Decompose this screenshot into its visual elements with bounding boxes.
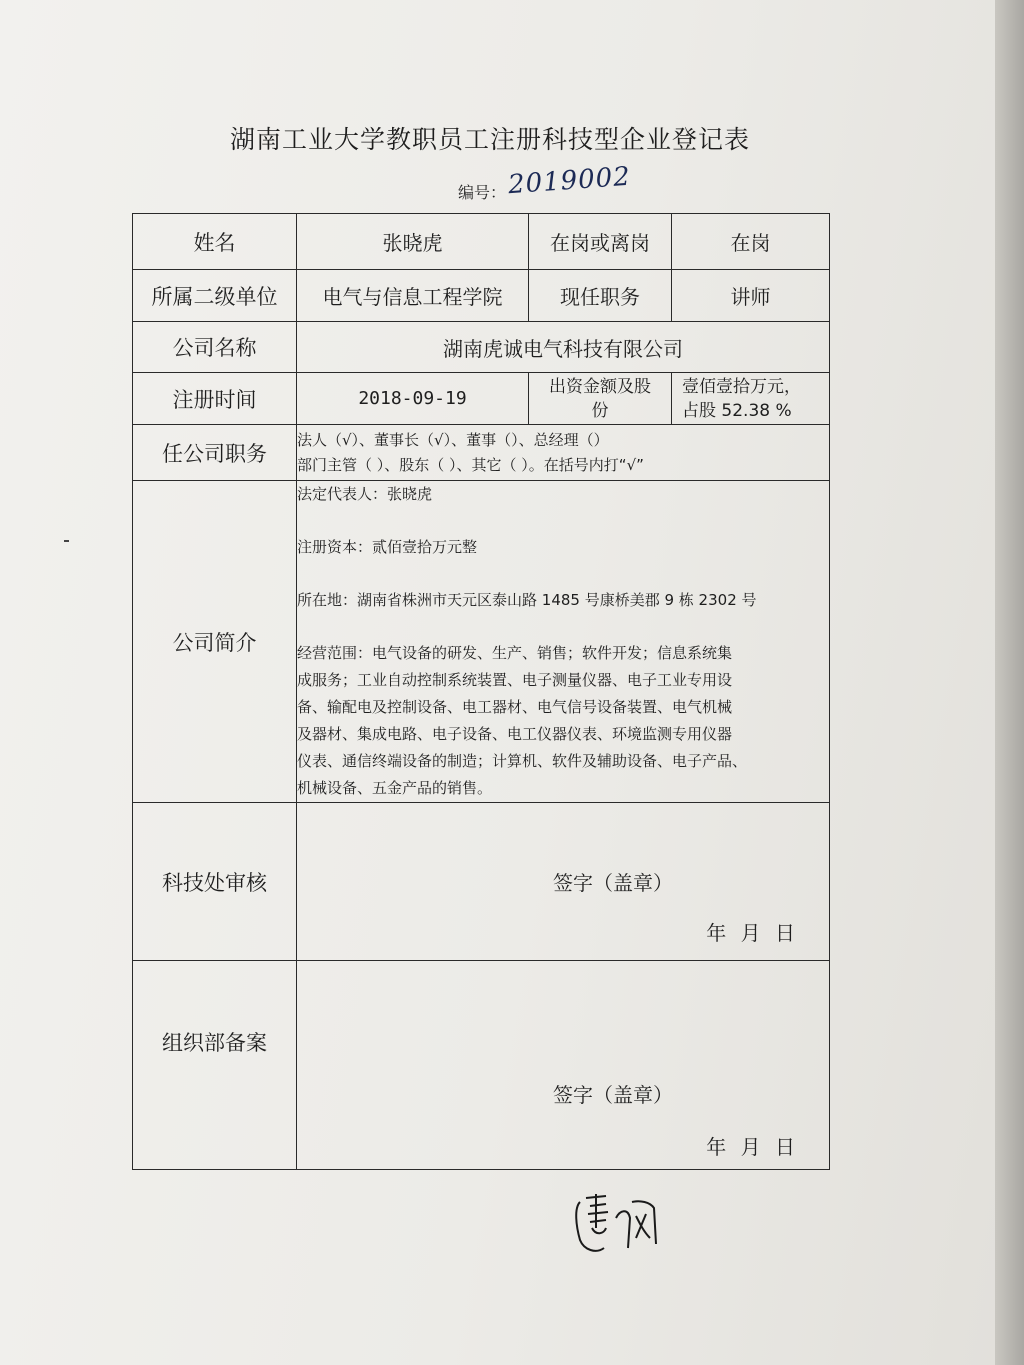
status-value: 在岗 (672, 214, 830, 270)
company-value: 湖南虎诚电气科技有限公司 (297, 322, 830, 373)
business-scope-line: 备、输配电及控制设备、电工器材、电气信号设备装置、电气机械 (297, 698, 733, 716)
business-scope-line: 仪表、通信终端设备的制造；计算机、软件及辅助设备、电子产品、 (297, 752, 748, 770)
record-sign-area (297, 961, 830, 1170)
unit-label: 所属二级单位 (133, 270, 297, 322)
table-row (133, 270, 830, 322)
business-scope-line: 及器材、集成电路、电子设备、电工仪器仪表、环境监测专用仪器 (297, 725, 733, 743)
table-row (133, 961, 830, 1170)
capital-label-line: 出资金额及股 (549, 376, 651, 397)
capital-label (529, 373, 672, 425)
review-label: 科技处审核 (133, 803, 297, 961)
role-line: 法人（√）、董事长（√）、董事（）、总经理（） (297, 430, 609, 449)
capital-value (672, 373, 830, 425)
record-label: 组织部备案 (133, 961, 297, 1170)
registration-table (132, 213, 830, 1170)
paper-edge-shadow (995, 0, 1024, 1365)
table-row (133, 425, 830, 481)
serial-label: 编号： (458, 183, 507, 202)
position-label: 现任职务 (529, 270, 672, 322)
unit-value: 电气与信息工程学院 (297, 270, 529, 322)
company-label: 公司名称 (133, 322, 297, 373)
registered-capital: 注册资本：贰佰壹拾万元整 (297, 538, 478, 556)
business-scope-line: 经营范围：电气设备的研发、生产、销售；软件开发；信息系统集 (297, 644, 733, 662)
intro-label: 公司简介 (133, 481, 297, 803)
capital-value-line: 壹佰壹拾万元， (682, 376, 801, 397)
review-sign-area (297, 803, 830, 961)
role-options (297, 425, 830, 481)
paper-mark (64, 540, 69, 542)
capital-label-line: 份 (591, 400, 609, 421)
role-label: 任公司职务 (133, 425, 297, 481)
table-row (133, 373, 830, 425)
company-address: 所在地：湖南省株洲市天元区泰山路 1485 号康桥美郡 9 栋 2302 号 (297, 591, 757, 609)
serial-number-handwritten: 2019002 (507, 161, 632, 201)
table-row (133, 481, 830, 803)
table-row (133, 803, 830, 961)
record-sign-label: 签字（盖章） (553, 1083, 673, 1107)
status-label: 在岗或离岗 (529, 214, 672, 270)
handwritten-signature (566, 1188, 666, 1268)
form-title: 湖南工业大学教职员工注册科技型企业登记表 (229, 125, 750, 154)
role-line: 部门主管（ ）、股东（ ）、其它（ ）。在括号内打“√” (297, 455, 644, 474)
capital-value-line: 占股 52.38 % (682, 400, 792, 421)
table-row (133, 322, 830, 373)
name-label: 姓名 (133, 214, 297, 270)
name-value: 张晓虎 (297, 214, 529, 270)
position-value: 讲师 (672, 270, 830, 322)
business-scope-line: 机械设备、五金产品的销售。 (297, 779, 493, 797)
business-scope-line: 成服务；工业自动控制系统装置、电子测量仪器、电子工业专用设 (297, 671, 733, 689)
table-row (133, 214, 830, 270)
reg-time-value: 2018-09-19 (297, 373, 529, 425)
reg-time-label: 注册时间 (133, 373, 297, 425)
legal-representative: 法定代表人：张晓虎 (297, 485, 433, 503)
review-date-label: 年 月 日 (706, 921, 799, 945)
review-sign-label: 签字（盖章） (553, 871, 673, 895)
record-date-label: 年 月 日 (706, 1135, 799, 1159)
company-intro (297, 481, 830, 803)
